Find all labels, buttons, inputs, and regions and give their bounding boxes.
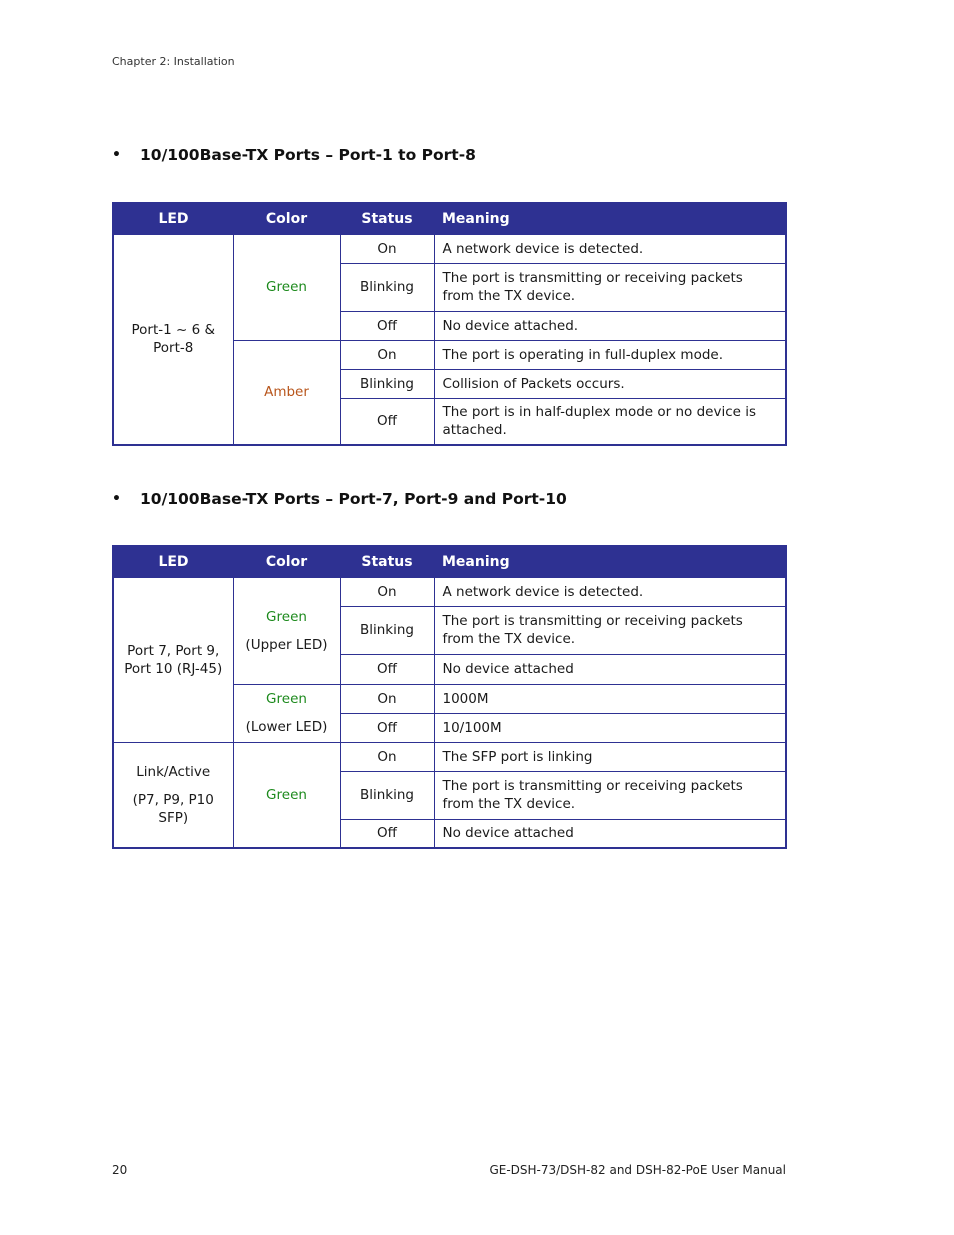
color-green-label: Green (266, 691, 307, 707)
upper-led-label: (Upper LED) (245, 636, 328, 653)
color-green-label: Green (266, 608, 307, 625)
color-upper-cell (233, 577, 340, 684)
led-cell (113, 577, 233, 742)
status-cell: Off (340, 819, 434, 848)
status-cell: Off (340, 654, 434, 684)
status-cell: Blinking (340, 771, 434, 819)
meaning-cell: The port is transmitting or receiving packets from the TX device. (434, 771, 786, 819)
meaning-cell: The port is in half-duplex mode or no device is attached. (434, 398, 786, 445)
table-row (113, 234, 786, 263)
table-header-row (113, 546, 786, 577)
header-color: Color (233, 546, 340, 577)
color-lower-cell (233, 684, 340, 742)
led-label-line2: Port 10 (RJ-45) (124, 660, 223, 677)
meaning-cell: No device attached (434, 819, 786, 848)
meaning-cell: Collision of Packets occurs. (434, 369, 786, 398)
status-cell: Off (340, 311, 434, 340)
led-cell (113, 742, 233, 848)
color-amber-cell: Amber (233, 340, 340, 445)
header-color: Color (233, 203, 340, 234)
section2-heading (112, 490, 567, 508)
meaning-cell: A network device is detected. (434, 234, 786, 263)
led-table-2 (112, 545, 787, 849)
status-cell: On (340, 340, 434, 369)
led-table-1 (112, 202, 787, 446)
header-led: LED (113, 203, 233, 234)
header-meaning: Meaning (434, 203, 786, 234)
meaning-cell: The port is operating in full-duplex mode. (434, 340, 786, 369)
meaning-cell: 10/100M (434, 713, 786, 742)
header-led: LED (113, 546, 233, 577)
led-label-line2: (P7, P9, P10 SFP) (132, 791, 214, 826)
bullet-icon: • (112, 147, 121, 163)
section1-title: 10/100Base-TX Ports – Port-1 to Port-8 (140, 146, 476, 164)
status-cell: On (340, 742, 434, 771)
status-cell: Off (340, 398, 434, 445)
meaning-cell: No device attached (434, 654, 786, 684)
status-cell: Blinking (340, 369, 434, 398)
led-label-line1: Port-1 ~ 6 & (131, 322, 216, 339)
meaning-cell: A network device is detected. (434, 577, 786, 606)
header-status: Status (340, 203, 434, 234)
table-row (113, 577, 786, 606)
led-label-line1: Port 7, Port 9, (127, 642, 220, 659)
led-label-line2: Port-8 (153, 340, 194, 357)
led-label-line1: Link/Active (136, 763, 211, 780)
manual-title: GE-DSH-73/DSH-82 and DSH-82-PoE User Manual (489, 1163, 786, 1177)
status-cell: Blinking (340, 263, 434, 311)
color-green-cell: Green (233, 234, 340, 340)
meaning-cell: No device attached. (434, 311, 786, 340)
status-cell: Off (340, 713, 434, 742)
meaning-cell: The SFP port is linking (434, 742, 786, 771)
section1-heading (112, 146, 476, 164)
status-cell: On (340, 234, 434, 263)
header-status: Status (340, 546, 434, 577)
table-header-row (113, 203, 786, 234)
section2-title: 10/100Base-TX Ports – Port-7, Port-9 and Port-10 (140, 490, 567, 508)
bullet-icon: • (112, 491, 121, 507)
status-cell: On (340, 577, 434, 606)
color-green-cell: Green (233, 742, 340, 848)
page-number: 20 (112, 1163, 128, 1177)
meaning-cell: 1000M (434, 684, 786, 713)
status-cell: Blinking (340, 606, 434, 654)
header-meaning: Meaning (434, 546, 786, 577)
table-row (113, 742, 786, 771)
lower-led-label: (Lower LED) (245, 719, 328, 735)
status-cell: On (340, 684, 434, 713)
chapter-header: Chapter 2: Installation (112, 55, 235, 68)
led-cell (113, 234, 233, 445)
meaning-cell: The port is transmitting or receiving packets from the TX device. (434, 263, 786, 311)
meaning-cell: The port is transmitting or receiving packets from the TX device. (434, 606, 786, 654)
